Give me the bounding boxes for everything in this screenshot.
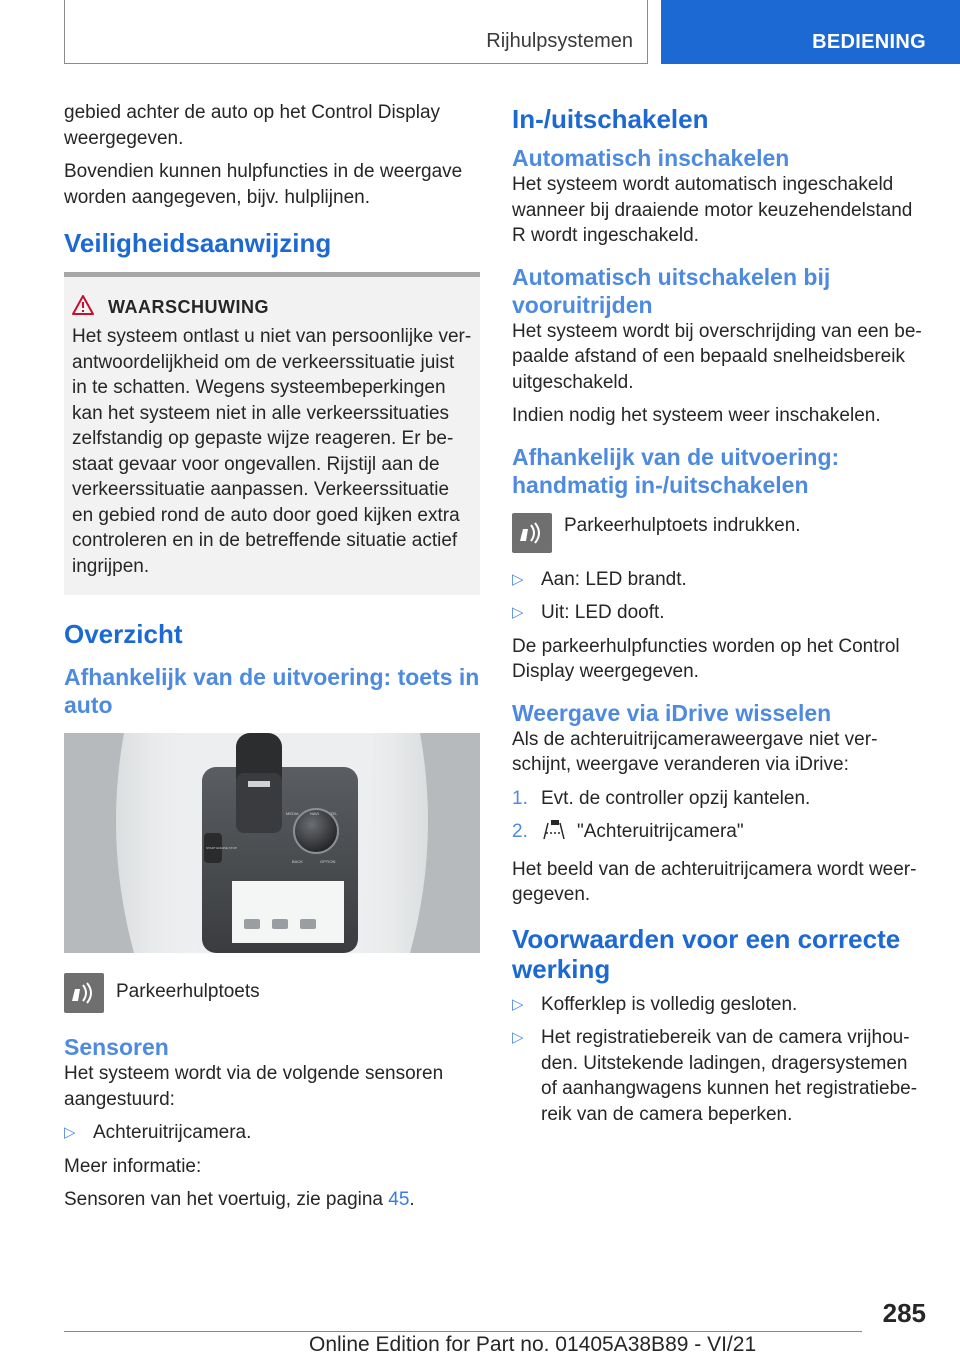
safety-heading: Veiligheidsaanwijzing [64, 228, 332, 258]
warning-title: WAARSCHUWING [108, 297, 269, 317]
page-number: 285 [882, 1298, 926, 1328]
auto-off-heading: Automatisch uitschakelen bij vooruitrijden [512, 263, 831, 318]
list-item [512, 819, 928, 849]
condition-bullet-1: Kofferklep is volledig gesloten. [541, 993, 798, 1015]
manual-after: De parkeerhulpfuncties worden op het Control Display weergegeven. [512, 635, 900, 682]
console-photo [64, 733, 480, 953]
idrive-text: Als de achteruitrijcameraweergave niet verschijnt, weergave veranderen via iDrive: [512, 728, 878, 775]
list-item [512, 567, 928, 593]
manual-heading: Afhankelijk van de uitvoering: handmatig in-/uitschakelen [512, 443, 840, 498]
manual-icon-text: Parkeerhulptoets indrukken. [564, 514, 801, 536]
park-button-caption: Parkeerhulptoets [116, 981, 260, 1002]
triangle-bullet-icon: ▷ [64, 1124, 76, 1141]
conditions-heading: Voorwaarden voor een correcte werking [512, 923, 901, 984]
sensors-reference [64, 1187, 480, 1213]
console-label-navi: NAVI [310, 811, 320, 816]
triangle-bullet-icon: ▷ [512, 995, 524, 1013]
variant-heading: Afhankelijk van de uitvoering: toets in auto [64, 664, 480, 718]
list-item [64, 1120, 480, 1146]
step-text: Evt. de controller opzij kantelen. [541, 787, 811, 809]
step-text: "Achteruitrijcamera" [577, 821, 744, 842]
chapter-title: BEDIENING [812, 31, 926, 53]
step-number: 1. [512, 787, 528, 809]
warning-header [72, 295, 472, 320]
page-link[interactable]: 45 [388, 1189, 410, 1210]
park-assist-button-icon [64, 973, 104, 1013]
list-item [512, 992, 928, 1018]
sensors-heading: Sensoren [64, 1034, 169, 1060]
warning-text: Het systeem ontlast u niet van persoonlijke verantwoordelijkheid om de verkeerssituatie juist in te schatten. Wegens systeembeperkingen kan het systeem niet in alle verkeerssituaties zelfstandig op gepaste wijze reageren. Er bestaat gevaar voor ongevallen. Rijstijl aan de verkeerssituatie aanpassen. Verkeerssituatie en gebied rond de auto door goed kijken extra controleren en in de betreffende situatie actief ingrijpen. [72, 326, 472, 577]
auto-off-text: Het systeem wordt bij overschrijding van een bepaalde afstand of een bepaald snelheidsbereik uitgeschakeld. [512, 320, 922, 393]
condition-bullet-2: Het registratiebereik van de camera vrijhouden. Uitstekende ladingen, dragersystemen of aanhangwagens kunnen het registratiebereik van de camera beperken. [541, 1027, 918, 1125]
intro-text-2: Bovendien kunnen hulpfuncties in de weergave worden aangegeven, bijv. hulplijnen. [64, 161, 463, 208]
footer-divider [64, 1331, 862, 1332]
overview-heading: Overzicht [64, 619, 183, 649]
console-label-media: MEDIA [286, 811, 299, 816]
console-label-tel: TEL [330, 811, 338, 816]
step-number: 2. [512, 821, 528, 842]
reverse-camera-icon [541, 819, 577, 849]
list-item [512, 1025, 928, 1127]
sensors-ref-end: . [409, 1189, 415, 1210]
console-label-start: START ENGINE STOP [206, 846, 237, 850]
console-label-back: BACK [292, 859, 303, 864]
list-item [512, 600, 928, 626]
sensors-ref-text: Sensoren van het voertuig, zie pagina [64, 1189, 389, 1210]
auto-on-text: Het systeem wordt automatisch ingeschakeld wanneer bij draaiende motor keuzehendelstand R wordt ingeschakeld. [512, 174, 913, 246]
console-label-option: OPTION [320, 859, 336, 864]
auto-on-heading: Automatisch inschakelen [512, 145, 790, 171]
right-column [512, 100, 928, 1135]
warning-triangle-icon [72, 295, 94, 320]
edition-footer: Online Edition for Part no. 01405A38B89 - VI/21 [309, 1333, 757, 1356]
park-assist-button-icon [512, 513, 552, 553]
auto-off-text-2: Indien nodig het systeem weer inschakelen. [512, 405, 881, 426]
intro-text-1: gebied achter de auto op het Control Display weergegeven. [64, 102, 441, 149]
more-info: Meer informatie: [64, 1155, 202, 1177]
left-column [64, 100, 480, 1221]
idrive-heading: Weergave via iDrive wisselen [512, 699, 832, 726]
idrive-after: Het beeld van de achteruitrijcamera wordt weergegeven. [512, 858, 917, 905]
park-button-legend [64, 973, 480, 1013]
onoff-heading: In-/uitschakelen [512, 104, 709, 134]
triangle-bullet-icon: ▷ [512, 1029, 524, 1046]
manual-bullet-off: Uit: LED dooft. [541, 602, 665, 623]
chapter-tab[interactable] [661, 0, 960, 64]
sensors-bullet: Achteruitrijcamera. [93, 1122, 252, 1143]
manual-bullet-on: Aan: LED brandt. [541, 568, 687, 590]
triangle-bullet-icon: ▷ [512, 570, 524, 588]
warning-box [64, 272, 480, 595]
section-title: Rijhulpsystemen [486, 30, 633, 52]
triangle-bullet-icon: ▷ [512, 604, 524, 621]
sensors-text: Het systeem wordt via de volgende sensoren aangestuurd: [64, 1063, 444, 1110]
manual-button-row [512, 513, 928, 553]
header-frame [64, 0, 648, 64]
list-item [512, 786, 928, 812]
